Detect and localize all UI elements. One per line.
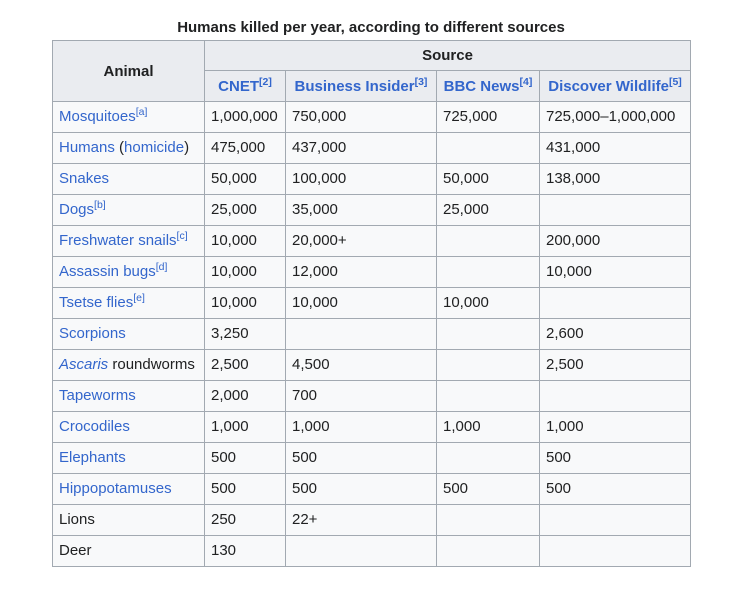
animal-name[interactable]: Freshwater snails [59, 232, 177, 249]
cell-animal [53, 102, 205, 133]
table-row [53, 133, 691, 164]
cell-bbc-news [437, 443, 540, 474]
cell-cnet: 25,000 [205, 195, 286, 226]
cell-cnet: 3,250 [205, 319, 286, 350]
cell-discover-wildlife: 500 [540, 443, 691, 474]
cell-discover-wildlife: 2,600 [540, 319, 691, 350]
cell-bbc-news: 50,000 [437, 164, 540, 195]
cell-animal [53, 164, 205, 195]
cell-business-insider: 22+ [286, 505, 437, 536]
animal-name[interactable]: Crocodiles [59, 418, 130, 435]
cell-animal [53, 226, 205, 257]
animal-name[interactable]: Snakes [59, 170, 110, 187]
cell-cnet: 1,000,000 [205, 102, 286, 133]
cell-bbc-news [437, 133, 540, 164]
animal-name: Lions [59, 511, 95, 528]
table-row [53, 288, 691, 319]
cell-business-insider [286, 319, 437, 350]
cell-business-insider: 10,000 [286, 288, 437, 319]
cell-bbc-news: 500 [437, 474, 540, 505]
cell-discover-wildlife [540, 195, 691, 226]
table-row [53, 443, 691, 474]
cell-cnet: 2,500 [205, 350, 286, 381]
table-body [53, 102, 691, 567]
cell-discover-wildlife [540, 505, 691, 536]
cell-cnet: 2,000 [205, 381, 286, 412]
cell-discover-wildlife: 1,000 [540, 412, 691, 443]
source-ref[interactable]: [3] [414, 75, 428, 88]
cell-animal [53, 536, 205, 567]
table-row [53, 350, 691, 381]
cell-animal [53, 350, 205, 381]
cell-cnet: 50,000 [205, 164, 286, 195]
cell-animal [53, 412, 205, 443]
table-row [53, 195, 691, 226]
cell-discover-wildlife [540, 288, 691, 319]
cell-discover-wildlife [540, 536, 691, 567]
cell-bbc-news [437, 319, 540, 350]
cell-business-insider: 700 [286, 381, 437, 412]
animal-name[interactable]: Mosquitoes [59, 108, 136, 125]
table-row [53, 257, 691, 288]
cell-cnet: 250 [205, 505, 286, 536]
cell-business-insider: 500 [286, 474, 437, 505]
source-name[interactable]: BBC News [443, 77, 520, 95]
cell-animal [53, 288, 205, 319]
animal-name[interactable]: Humans [59, 139, 115, 156]
animal-name[interactable]: Tapeworms [59, 387, 136, 404]
cell-business-insider: 750,000 [286, 102, 437, 133]
cell-business-insider: 437,000 [286, 133, 437, 164]
animal-name: Deer [59, 542, 92, 559]
source-ref[interactable]: [4] [519, 75, 533, 88]
cell-bbc-news: 10,000 [437, 288, 540, 319]
cell-cnet: 1,000 [205, 412, 286, 443]
animal-name[interactable]: Scorpions [59, 325, 126, 342]
cell-discover-wildlife: 725,000–1,000,000 [540, 102, 691, 133]
footnote-ref[interactable]: [b] [94, 199, 106, 211]
cell-business-insider: 4,500 [286, 350, 437, 381]
cell-cnet: 130 [205, 536, 286, 567]
cell-business-insider: 20,000+ [286, 226, 437, 257]
cell-bbc-news [437, 226, 540, 257]
cell-bbc-news [437, 536, 540, 567]
cell-animal [53, 319, 205, 350]
cell-animal [53, 474, 205, 505]
header-source-cnet[interactable] [205, 71, 286, 102]
cell-bbc-news: 725,000 [437, 102, 540, 133]
cell-cnet: 10,000 [205, 288, 286, 319]
cell-discover-wildlife: 200,000 [540, 226, 691, 257]
animal-name[interactable]: Dogs [59, 201, 95, 218]
deaths-table [52, 40, 691, 567]
header-animal: Animal [53, 41, 205, 102]
cell-bbc-news [437, 381, 540, 412]
cell-animal [53, 381, 205, 412]
table-row [53, 319, 691, 350]
cell-cnet: 500 [205, 443, 286, 474]
footnote-ref[interactable]: [c] [176, 230, 188, 242]
paren-close: ) [184, 139, 190, 156]
animal-name[interactable]: Ascaris [59, 356, 109, 373]
table-row [53, 164, 691, 195]
cell-bbc-news: 1,000 [437, 412, 540, 443]
cell-animal [53, 133, 205, 164]
cell-bbc-news [437, 350, 540, 381]
header-source: Source [205, 41, 691, 71]
table-row [53, 505, 691, 536]
animal-name[interactable]: Tsetse flies [59, 294, 134, 311]
cell-business-insider [286, 536, 437, 567]
source-ref[interactable]: [5] [668, 75, 682, 88]
table-row [53, 536, 691, 567]
footnote-ref[interactable]: [d] [155, 261, 168, 273]
header-source-bbc-news[interactable] [437, 71, 540, 102]
header-source-business-insider[interactable] [286, 71, 437, 102]
table-wrapper [52, 18, 690, 567]
table-row [53, 474, 691, 505]
cell-business-insider: 12,000 [286, 257, 437, 288]
cell-discover-wildlife: 2,500 [540, 350, 691, 381]
animal-name[interactable]: Elephants [59, 449, 126, 466]
cell-discover-wildlife: 138,000 [540, 164, 691, 195]
table-row [53, 381, 691, 412]
footnote-ref[interactable]: [e] [133, 292, 145, 304]
cell-cnet: 500 [205, 474, 286, 505]
cell-discover-wildlife: 500 [540, 474, 691, 505]
cell-animal [53, 195, 205, 226]
cell-bbc-news: 25,000 [437, 195, 540, 226]
footnote-ref[interactable]: [a] [135, 106, 148, 118]
source-name[interactable]: CNET [218, 77, 259, 95]
cell-cnet: 10,000 [205, 257, 286, 288]
animal-name-suffix: roundworms [108, 356, 195, 373]
animal-name[interactable]: Hippopotamuses [59, 480, 172, 497]
cell-bbc-news [437, 257, 540, 288]
cell-business-insider: 500 [286, 443, 437, 474]
paren-open: ( [114, 139, 125, 156]
cell-discover-wildlife: 431,000 [540, 133, 691, 164]
cell-cnet: 10,000 [205, 226, 286, 257]
cell-business-insider: 100,000 [286, 164, 437, 195]
table-row [53, 102, 691, 133]
source-name[interactable]: Discover Wildlife [548, 77, 669, 95]
cell-animal [53, 257, 205, 288]
cell-animal [53, 505, 205, 536]
cell-bbc-news [437, 505, 540, 536]
source-ref[interactable]: [2] [259, 75, 272, 88]
table-caption: Humans killed per year, according to different sources [177, 19, 565, 36]
cell-discover-wildlife: 10,000 [540, 257, 691, 288]
cell-business-insider: 35,000 [286, 195, 437, 226]
header-source-discover-wildlife[interactable] [540, 71, 691, 102]
source-name[interactable]: Business Insider [294, 77, 415, 95]
homicide-link[interactable]: homicide [124, 139, 185, 156]
table-row [53, 226, 691, 257]
table-row [53, 412, 691, 443]
cell-business-insider: 1,000 [286, 412, 437, 443]
cell-discover-wildlife [540, 381, 691, 412]
animal-name[interactable]: Assassin bugs [59, 263, 156, 280]
cell-cnet: 475,000 [205, 133, 286, 164]
cell-animal [53, 443, 205, 474]
